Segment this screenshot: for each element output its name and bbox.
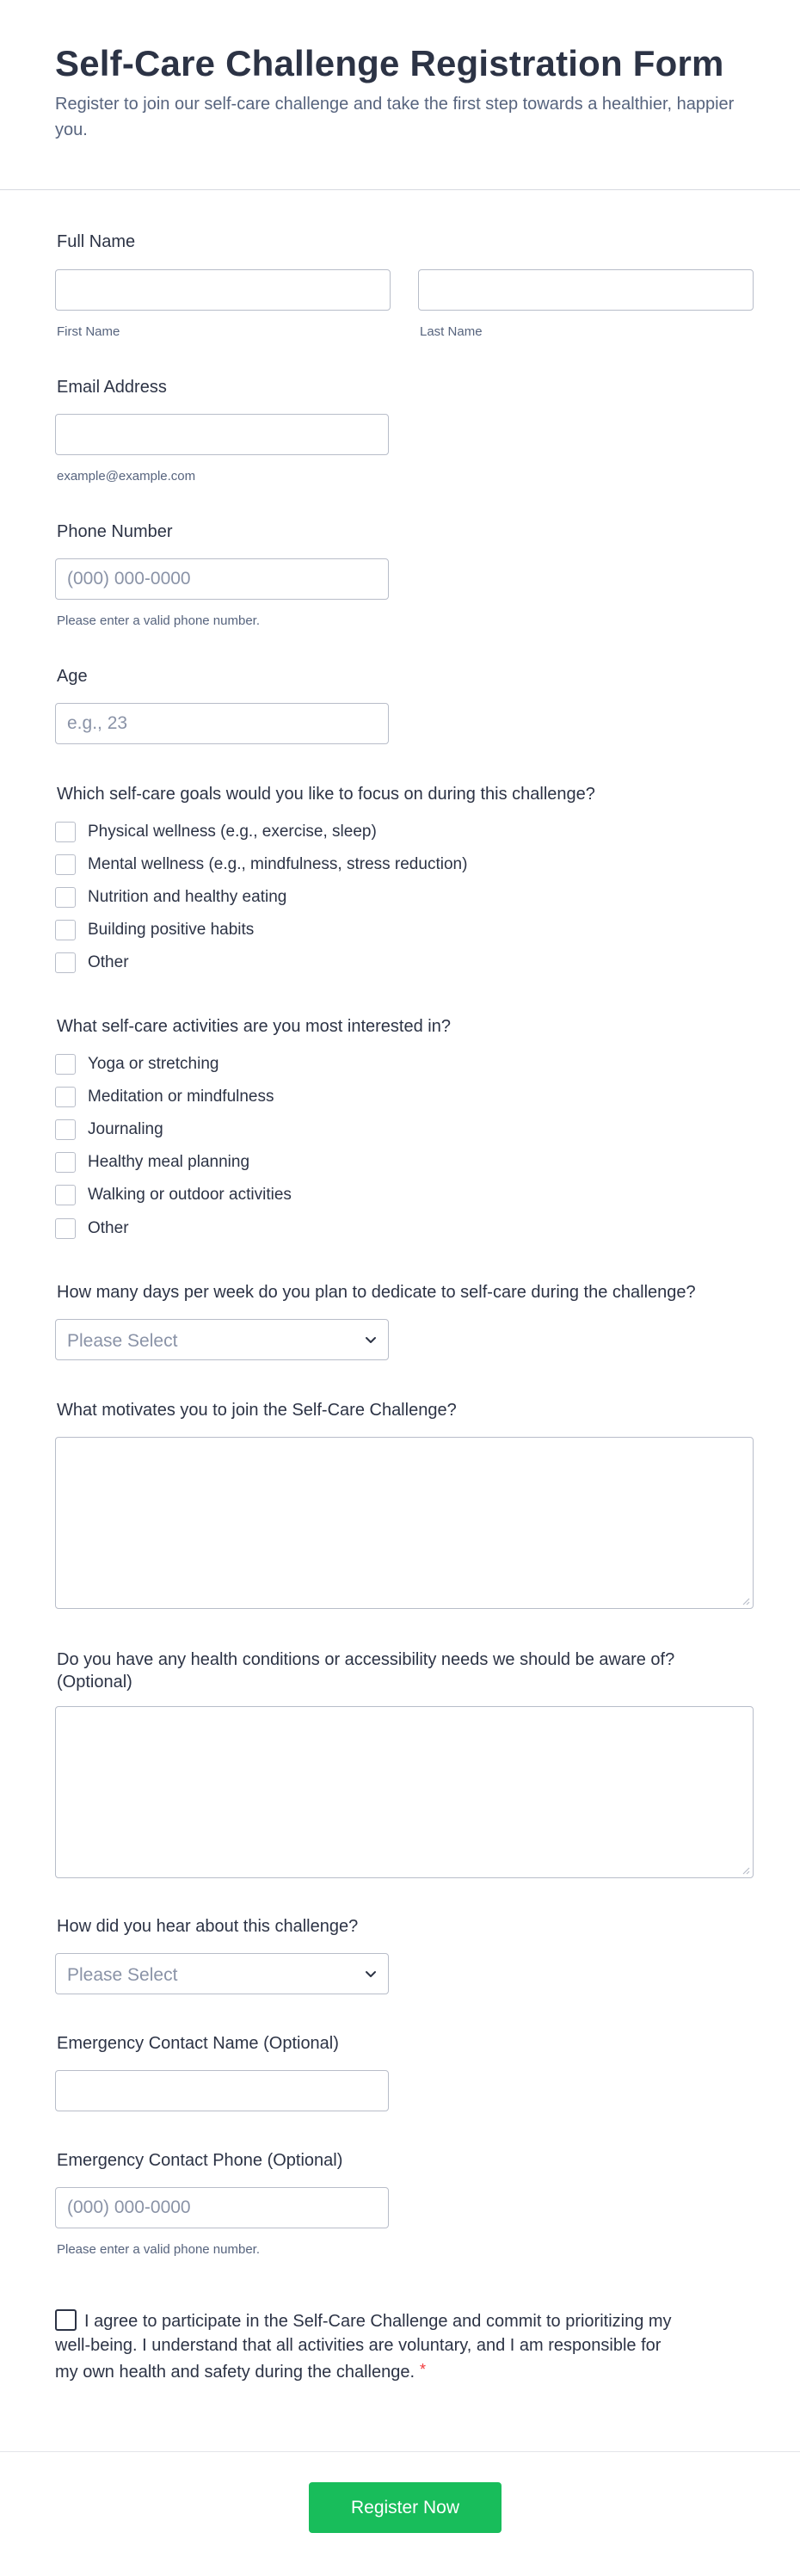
goal-option-habits[interactable] [55, 919, 254, 941]
full-name-label: Full Name [57, 232, 136, 251]
goal-option-label: Mental wellness (e.g., mindfulness, stress reduction) [88, 855, 468, 873]
activity-option-yoga[interactable] [55, 1053, 218, 1075]
days-label: How many days per week do you plan to dedicate to self-care during the challenge? [57, 1283, 696, 1302]
agreement-text: I agree to participate in the Self-Care Challenge and commit to prioritizing my well-being. I understand that all activities are voluntary, and I am responsible for my own health and safety during the challenge. [55, 2312, 672, 2382]
phone-sublabel: Please enter a valid phone number. [57, 613, 260, 628]
health-label-line2: (Optional) [57, 1673, 132, 1692]
chevron-down-icon [364, 1333, 378, 1347]
first-name-sublabel: First Name [57, 324, 120, 339]
goal-option-label: Building positive habits [88, 921, 255, 939]
phone-input[interactable] [55, 558, 389, 600]
activity-option-label: Journaling [88, 1120, 163, 1138]
checkbox[interactable] [55, 854, 76, 875]
checkbox[interactable] [55, 1087, 76, 1107]
referral-label: How did you hear about this challenge? [57, 1917, 359, 1936]
checkbox[interactable] [55, 1152, 76, 1173]
activity-option-label: Yoga or stretching [88, 1055, 219, 1073]
agreement-field [55, 2309, 674, 2384]
emergency-phone-label: Emergency Contact Phone (Optional) [57, 2151, 343, 2170]
resize-handle-icon[interactable] [742, 1866, 750, 1875]
page-title: Self-Care Challenge Registration Form [55, 43, 724, 83]
goal-option-other[interactable] [55, 952, 129, 974]
referral-select-value: Please Select [67, 1965, 178, 1985]
goal-option-nutrition[interactable] [55, 886, 286, 909]
days-select[interactable] [55, 1319, 389, 1360]
activity-option-other[interactable] [55, 1217, 129, 1240]
goal-option-label: Physical wellness (e.g., exercise, sleep) [88, 823, 377, 841]
goal-option-label: Other [88, 953, 129, 971]
checkbox[interactable] [55, 1185, 76, 1205]
checkbox[interactable] [55, 1218, 76, 1239]
page-subtitle: Register to join our self-care challenge and take the first step towards a healthier, happier you. [55, 95, 735, 139]
checkbox[interactable] [55, 920, 76, 940]
goal-option-label: Nutrition and healthy eating [88, 888, 287, 906]
emergency-name-input[interactable] [55, 2070, 389, 2111]
activities-label: What self-care activities are you most interested in? [57, 1017, 451, 1036]
referral-select[interactable] [55, 1953, 389, 1994]
resize-handle-icon[interactable] [742, 1597, 750, 1605]
checkbox[interactable] [55, 822, 76, 842]
activity-option-label: Walking or outdoor activities [88, 1186, 292, 1204]
first-name-input[interactable] [55, 269, 391, 311]
activity-option-walking[interactable] [55, 1184, 292, 1206]
activity-option-label: Meditation or mindfulness [88, 1088, 274, 1106]
checkbox[interactable] [55, 952, 76, 973]
age-label: Age [57, 667, 88, 686]
chevron-down-icon [364, 1967, 378, 1981]
days-select-value: Please Select [67, 1331, 178, 1351]
checkbox[interactable] [55, 1054, 76, 1075]
email-input[interactable] [55, 414, 389, 455]
required-asterisk: * [420, 2361, 427, 2378]
emergency-phone-sublabel: Please enter a valid phone number. [57, 2242, 260, 2257]
activity-option-meditation[interactable] [55, 1086, 274, 1108]
form-header [0, 0, 800, 190]
motivation-textarea[interactable] [55, 1437, 754, 1609]
checkbox[interactable] [55, 1119, 76, 1140]
emergency-phone-input[interactable] [55, 2187, 389, 2228]
emergency-name-label: Emergency Contact Name (Optional) [57, 2034, 339, 2053]
health-textarea[interactable] [55, 1706, 754, 1878]
health-label [57, 1649, 674, 1693]
email-label: Email Address [57, 378, 167, 397]
phone-label: Phone Number [57, 522, 173, 541]
register-now-button[interactable]: Register Now [309, 2482, 502, 2533]
health-label-line1: Do you have any health conditions or accessibility needs we should be aware of? [57, 1650, 675, 1669]
age-input[interactable] [55, 703, 389, 744]
agreement-checkbox[interactable] [55, 2309, 77, 2331]
goal-option-physical[interactable] [55, 821, 377, 843]
motivation-label: What motivates you to join the Self-Care Challenge? [57, 1401, 457, 1420]
activity-option-label: Other [88, 1219, 129, 1237]
form-footer [0, 2451, 800, 2576]
last-name-sublabel: Last Name [420, 324, 483, 339]
activity-option-label: Healthy meal planning [88, 1153, 250, 1171]
last-name-input[interactable] [418, 269, 754, 311]
email-sublabel: example@example.com [57, 469, 196, 484]
activity-option-journaling[interactable] [55, 1119, 163, 1141]
activity-option-meal[interactable] [55, 1151, 249, 1174]
goal-option-mental[interactable] [55, 854, 467, 876]
checkbox[interactable] [55, 887, 76, 908]
goals-label: Which self-care goals would you like to focus on during this challenge? [57, 785, 595, 804]
